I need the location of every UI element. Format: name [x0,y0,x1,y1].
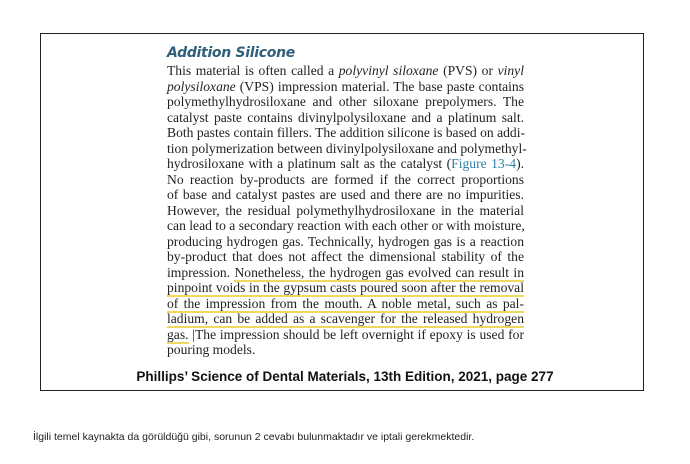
text-span: catalyst paste contains divinylpolysiloxane and a platinum salt. [167,109,524,125]
text-line [167,63,524,79]
text-line [167,94,524,110]
text-line [167,296,524,312]
text-line [167,140,527,157]
text-span: polymethylhydrosiloxane and other siloxane prepolymers. The [167,94,524,109]
text-line [167,187,524,203]
text-span: This material is often called a [167,63,339,78]
text-span: (PVS) or [438,63,498,78]
text-span: by-product that does not affect the dimensional stability of the [167,249,524,264]
text-span: producing hydrogen gas. Technically, hydrogen gas is a reaction [167,233,524,249]
text-line [167,280,524,296]
text-line [167,311,524,327]
text-line [167,125,524,141]
text-span: tion polymerization between divinylpolysiloxane and polymethyl- [167,140,527,156]
text-span: polyvinyl siloxane [338,63,439,78]
text-line [167,110,524,126]
footer-note: İlgili temel kaynakta da görüldüğü gibi, sorunun 2 cevabı bulunmaktadır ve iptali gerekmektedir. [33,431,475,443]
text-span: vinyl [497,63,524,78]
highlighted-text: gas. [167,326,189,342]
text-line [167,249,524,265]
highlighted-text: Nonetheless, the hydrogen gas evolved can result in [234,264,524,280]
source-caption: Phillips’ Science of Dental Materials, 13th Edition, 2021, page 277 [136,369,554,384]
text-span: However, the residual polymethylhydrosiloxane in the material [167,202,524,218]
text-span: hydrosiloxane with a platinum salt as the catalyst ( [167,156,452,171]
text-span: of base and catalyst pastes are used and there are no impurities. [167,187,524,202]
figure-link[interactable]: Figure 13-4 [451,156,517,171]
highlighted-text: pinpoint voids in the gypsum casts poured soon after the removal [167,280,524,295]
text-span: ). [516,156,524,171]
text-span: can lead to a secondary reaction with each other or with moisture, [167,218,525,233]
highlighted-text: of the impression from the mouth. A noble metal, such as pal- [167,295,524,311]
text-span: (VPS) impression material. The base paste contains [235,78,524,94]
text-line [167,327,524,343]
text-span: No reaction by-products are formed if the correct proportions [167,171,524,187]
text-line [167,234,524,250]
text-span: impression. [167,264,235,280]
text-span: |The impression should be left overnight if epoxy is used for [188,326,524,342]
text-line [167,342,524,358]
text-span: pouring models. [167,342,256,357]
text-line [167,265,524,281]
text-line [167,156,524,172]
text-line [167,218,524,234]
text-line [167,172,524,188]
text-span: polysiloxane [167,78,236,94]
highlighted-text: ladium, can be added as a scavenger for the released hydrogen [167,311,524,326]
section-heading: Addition Silicone [167,45,295,61]
excerpt-body [167,63,527,358]
text-line [167,79,524,95]
text-line [167,203,524,219]
text-span: Both pastes contain fillers. The addition silicone is based on addi- [167,125,526,140]
